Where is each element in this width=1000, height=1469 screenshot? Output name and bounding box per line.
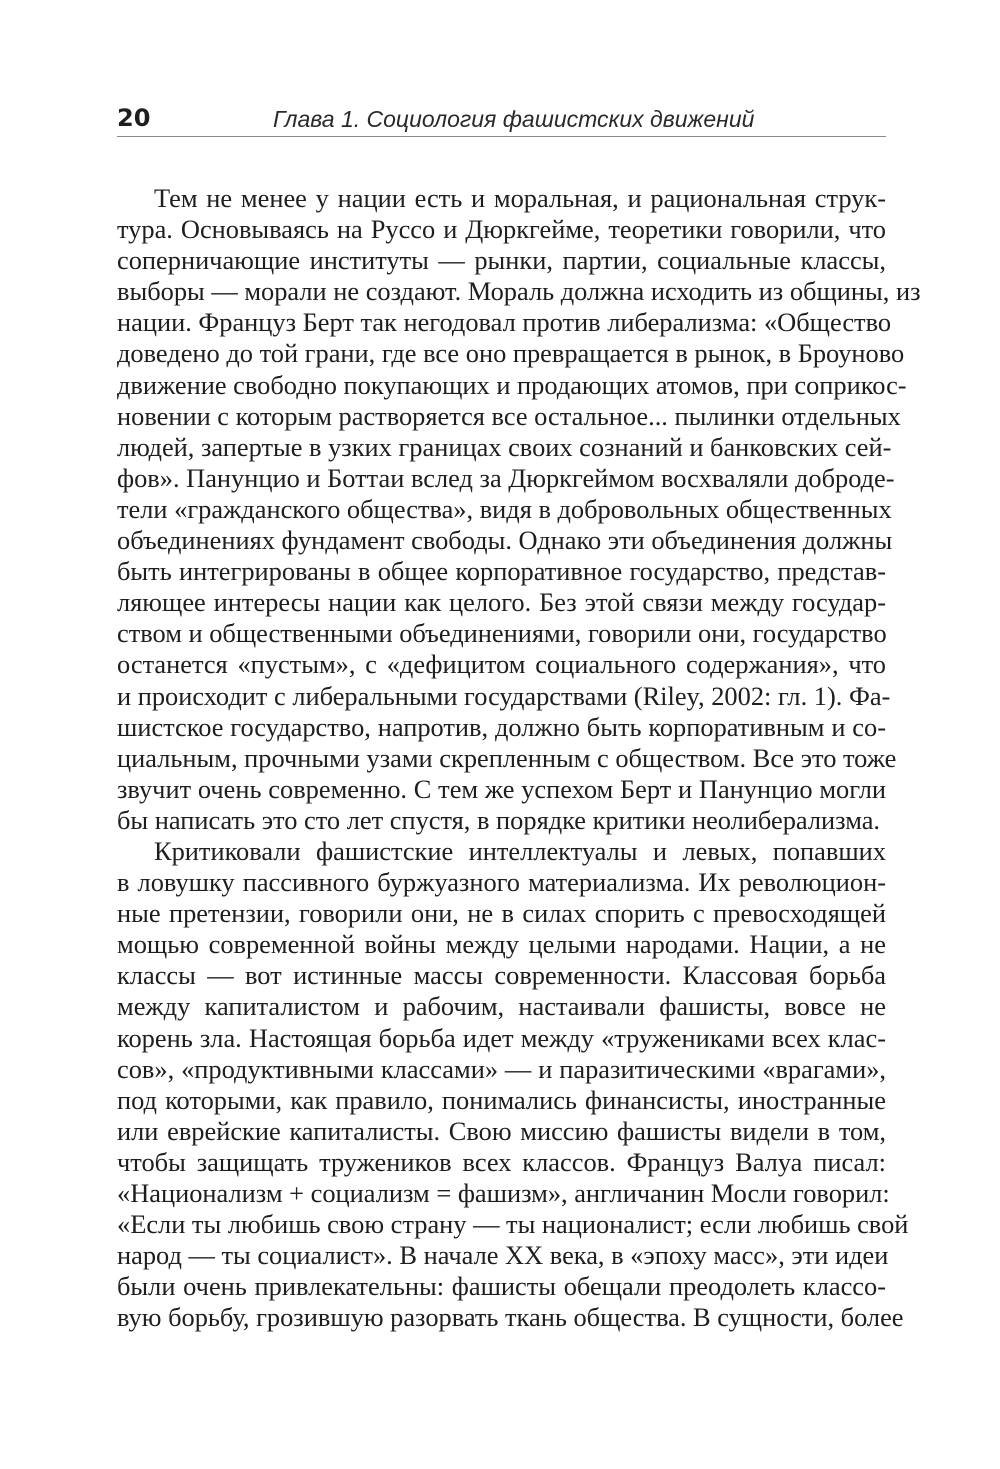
text-line: вую борьбу, грозившую разорвать ткань общества. В сущности, более xyxy=(117,1302,904,1333)
text-line: чтобы защищать тружеников всех классов. Француз Валуа писал: xyxy=(117,1146,886,1177)
text-line: ляющее интересы нации как целого. Без этой связи между государ- xyxy=(117,587,886,618)
running-head: Глава 1. Социология фашистских движений xyxy=(273,106,755,132)
text-line: движение свободно покупающих и продающих атомов, при соприкос- xyxy=(117,369,907,400)
text-line: и происходит с либеральными государствами (Riley, 2002: гл. 1). Фа- xyxy=(117,680,891,711)
text-line: в ловушку пассивного буржуазного материализма. Их революцион- xyxy=(117,867,886,898)
text-line: соперничающие институты — рынки, партии, социальные классы, xyxy=(117,245,886,276)
text-line: шистское государство, напротив, должно быть корпоративным и со- xyxy=(117,711,886,742)
text-line: звучит очень современно. С тем же успехом Берт и Панунцио могли xyxy=(117,773,886,804)
page-number: 20 xyxy=(117,104,151,132)
body-text xyxy=(117,183,921,1333)
page-header xyxy=(117,100,886,137)
text-line: объединениях фундамент свободы. Однако эти объединения должны xyxy=(117,525,893,556)
text-line: останется «пустым», с «дефицитом социального содержания», что xyxy=(117,649,886,680)
text-line: «Если ты любишь свою страну — ты националист; если любишь свой xyxy=(117,1209,909,1240)
text-line: тура. Основываясь на Руссо и Дюркгейме, теоретики говорили, что xyxy=(117,214,886,245)
paragraph xyxy=(117,183,921,836)
text-line: Критиковали фашистские интеллектуалы и левых, попавших xyxy=(154,835,886,866)
text-line: между капиталистом и рабочим, настаивали фашисты, вовсе не xyxy=(117,991,886,1022)
text-line: сов», «продуктивными классами» — и паразитическими «врагами», xyxy=(117,1053,886,1084)
text-line: людей, запертые в узких границах своих сознаний и банковских сей- xyxy=(117,431,892,462)
text-line: доведено до той грани, где все оно превращается в рынок, в Броуново xyxy=(117,338,905,369)
text-line: выборы — морали не создают. Мораль должна исходить из общины, из xyxy=(117,276,921,307)
text-line: новении с которым растворяется все остальное... пылинки отдельных xyxy=(117,400,901,431)
text-line: циальным, прочными узами скрепленным с обществом. Все это тоже xyxy=(117,742,897,773)
text-line: бы написать это сто лет спустя, в порядке критики неолиберализма. xyxy=(117,804,881,835)
text-line: под которыми, как правило, понимались финансисты, иностранные xyxy=(117,1084,886,1115)
text-line: тели «гражданского общества», видя в добровольных общественных xyxy=(117,493,892,524)
text-line: нации. Француз Берт так негодовал против либерализма: «Общество xyxy=(117,307,892,338)
text-line: фов». Панунцио и Боттаи вслед за Дюркгеймом восхваляли доброде- xyxy=(117,462,895,493)
text-line: ством и общественными объединениями, говорили они, государство xyxy=(117,618,887,649)
text-line: мощью современной войны между целыми народами. Нации, а не xyxy=(117,929,886,960)
text-line: ные претензии, говорили они, не в силах спорить с превосходящей xyxy=(117,898,886,929)
text-line: были очень привлекательны: фашисты обещали преодолеть классо- xyxy=(117,1271,886,1302)
text-line: быть интегрированы в общее корпоративное государство, представ- xyxy=(117,556,886,587)
paragraph xyxy=(117,835,909,1334)
text-line: «Национализм + социализм = фашизм», англичанин Мосли говорил: xyxy=(117,1178,890,1208)
text-line: народ — ты социалист». В начале XX века, в «эпоху масс», эти идеи xyxy=(117,1240,889,1271)
text-line: Тем не менее у нации есть и моральная, и рациональная струк- xyxy=(154,183,886,213)
text-line: или еврейские капиталисты. Свою миссию фашисты видели в том, xyxy=(117,1115,886,1146)
text-line: классы — вот истинные массы современности. Классовая борьба xyxy=(117,960,886,991)
text-line: корень зла. Настоящая борьба идет между «тружениками всех клас- xyxy=(117,1022,886,1053)
